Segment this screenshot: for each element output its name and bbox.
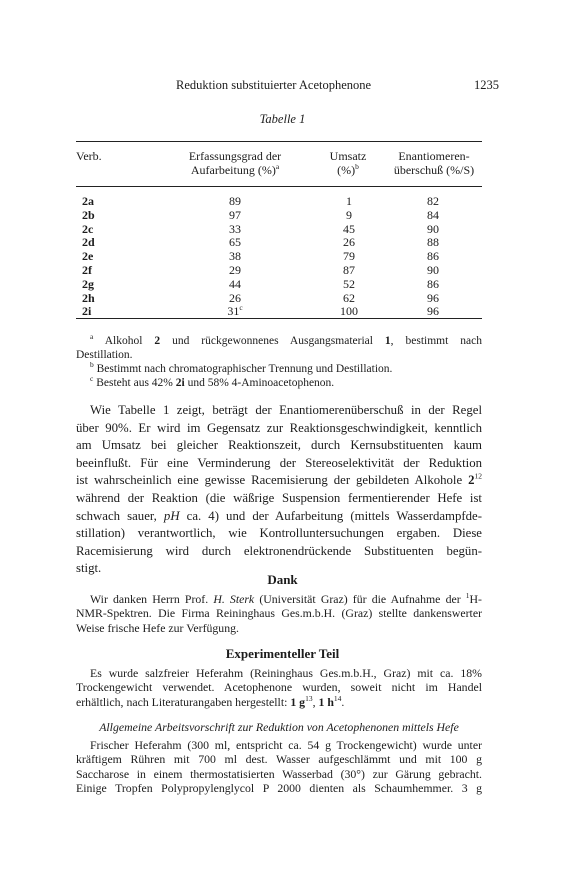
- table-cell: 97: [229, 207, 241, 222]
- page-number: 1235: [474, 78, 499, 92]
- table-cell: 38: [229, 249, 241, 264]
- table-cell: 2e: [82, 249, 94, 264]
- table-caption: Tabelle 1: [259, 112, 306, 126]
- footnote-a-cont: Destillation.: [76, 349, 133, 361]
- procedure-paragraph: Frischer Heferahm (300 ml, entspricht ca. 54 g Trockengewicht) wurde unter kräftigem Rühren mit 700 ml dest. Wasser aufgeschlämmt und mit 100 g Saccharose in einem thermostatisierten Wasserbad (30°) zur Gärung gebracht. Einige Tropfen Polypropylenglycol P 2000 dienten als Schaumhemmer. 3 g: [76, 738, 482, 796]
- table-cell: 88: [427, 235, 439, 250]
- table-footnotes: [76, 334, 482, 390]
- table-cell: 84: [427, 207, 439, 222]
- running-head-title: Reduktion substituierter Acetophenone: [176, 78, 372, 92]
- footnote-c: $^c$ Besteht aus 42% 2i und 58% 4-Aminoacetophenon.: [90, 374, 335, 389]
- table-cell: 26: [229, 290, 241, 305]
- table-cell: 96: [427, 290, 439, 305]
- table-cell: 2i: [82, 304, 92, 319]
- table-cell: 89: [229, 194, 241, 208]
- table-cell: 86: [427, 276, 439, 291]
- column-enantiomerenueberschuss: [418, 195, 448, 319]
- table-cell: 79: [343, 249, 355, 264]
- procedure-subheading: Allgemeine Arbeitsvorschrift zur Reduktion von Acetophenonen mittels Hefe: [99, 720, 459, 734]
- header-verb: Verb.: [76, 149, 102, 163]
- table-top-rule: [76, 141, 482, 142]
- table-cell: 87: [343, 262, 355, 277]
- column-verb: [82, 195, 95, 319]
- table-cell: 82: [427, 194, 439, 208]
- table-cell: 44: [229, 276, 241, 291]
- table-cell: 9: [346, 207, 352, 222]
- dank-paragraph: Wir danken Herrn Prof. H. Sterk (Universität Graz) für die Aufnahme der $^1$H- NMR-Spektren. Die Firma Reininghaus Ges.m.b.H. (Graz) stellte dankenswerter Weise frische Hefe zur Verfügung.: [76, 591, 482, 635]
- body-paragraph: Wie Tabelle 1 zeigt, beträgt der Enantiomerenüberschuß in der Regel über 90%. Er wird im Gegensatz zur Reaktionsgeschwindigkeit, kenntlich am Umsatz bei gleicher Reaktionszeit, durch Kernsubstituenten kaum beeinflußt. Für eine Verminderung der Stereoselektivität der Reduktion ist wahrscheinlich eine gewisse Racemisierung der gebildeten Alkohole $2^{12}$ während der Reaktion (die wäßrige Suspension fermentierender Hefe ist schwach sauer, pH ca. 4) und der Aufarbeitung (mittels Wasserdampfde- stillation) verantwortlich, wie Kontrolluntersuchungen ergaben. Diese Racemisierung wird durch elektronendrückende Substituenten begün- stigt.: [76, 403, 482, 576]
- table-bottom-rule: [76, 318, 482, 319]
- table-cell: 62: [343, 290, 355, 305]
- column-erfassungsgrad: [220, 195, 250, 319]
- header-erfassungsgrad: Erfassungsgrad der Aufarbeitung (%)$^a$: [188, 149, 282, 177]
- table-cell: 2d: [82, 235, 95, 250]
- experimental-heading: Experimenteller Teil: [225, 646, 340, 661]
- table-cell: 26: [343, 235, 355, 250]
- table-cell: 45: [343, 221, 355, 236]
- table-cell: 2b: [82, 207, 95, 222]
- table-cell: 31$^c$: [227, 303, 243, 319]
- table-cell: 1: [346, 194, 352, 208]
- table-cell: 29: [229, 262, 241, 277]
- header-umsatz: Umsatz (%)$^b$: [329, 149, 367, 177]
- table-cell: 90: [427, 262, 439, 277]
- table-cell: 2f: [82, 262, 92, 277]
- column-umsatz: [334, 195, 364, 319]
- table-cell: 86: [427, 249, 439, 264]
- table-cell: 33: [229, 221, 241, 236]
- table-cell: 2h: [82, 290, 95, 305]
- table-cell: 52: [343, 276, 355, 291]
- header-enantiomerenueberschuss: Enantiomeren- überschuß (%/S): [393, 149, 475, 177]
- table-cell: 96: [427, 304, 439, 319]
- experimental-paragraph: Es wurde salzfreier Heferahm (Reininghaus Ges.m.b.H., Graz) mit ca. 18% Trockengewicht verwendet. Acetophenone wurden, soweit nicht im Handel erhältlich, nach Literaturangaben hergestellt: 1 $g^{13}$, 1 $h^{14}$.: [76, 666, 482, 709]
- table-cell: 90: [427, 221, 439, 236]
- table-cell: 2c: [82, 221, 94, 236]
- table-cell: 100: [340, 304, 358, 319]
- table-cell: 2g: [82, 276, 94, 291]
- table-cell: 2a: [82, 194, 94, 208]
- dank-heading: Dank: [267, 572, 298, 587]
- table-header-rule: [76, 186, 482, 187]
- footnote-b: $^b$ Bestimmt nach chromatographischer Trennung und Destillation.: [90, 360, 393, 375]
- footnote-a: $^a$ Alkohol 2 und rückgewonnenes Ausgangsmaterial 1, bestimmt nach: [90, 332, 482, 347]
- table-cell: 65: [229, 235, 241, 250]
